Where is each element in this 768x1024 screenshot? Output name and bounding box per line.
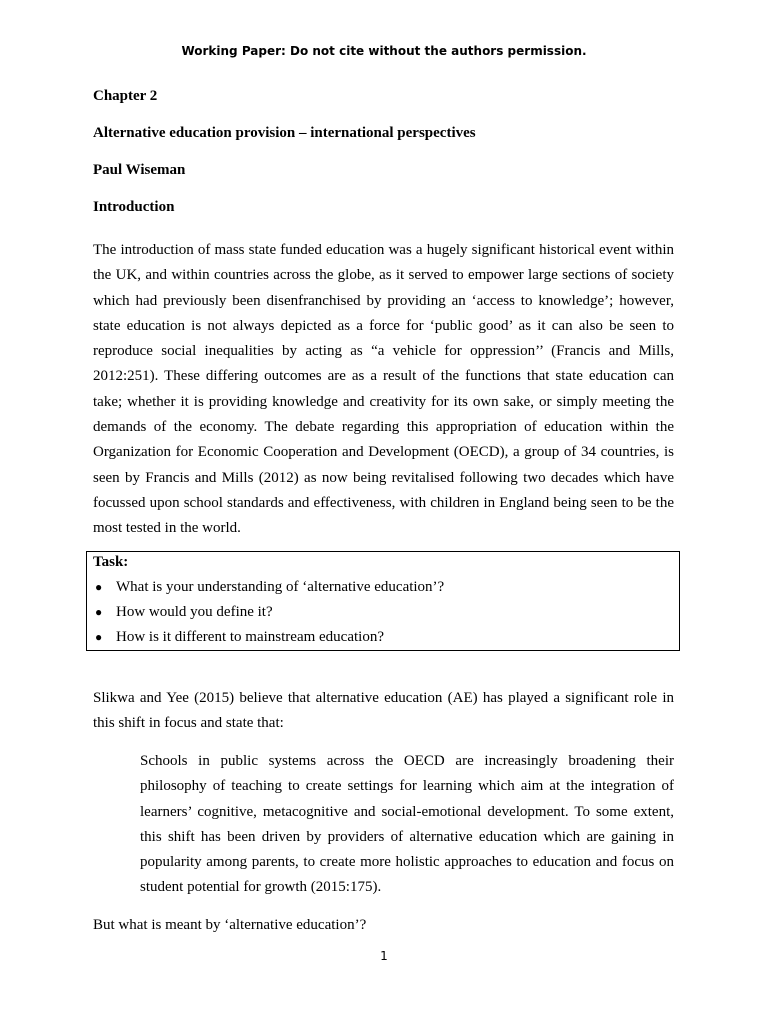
task-list (93, 575, 679, 650)
page-number: 1 (380, 949, 388, 963)
task-item-text: What is your understanding of ‘alternative education’? (116, 579, 445, 595)
intro-paragraph: The introduction of mass state funded education was a hugely significant historical event within the UK, and within countries across the globe, as it served to empower large sections of society which had previously been disenfranchised by providing an ‘access to knowledge’; however, state education is not always depicted as a force for ‘public good’ as it can also be seen to reproduce social inequalities by acting as “a vehicle for oppression’’ (Francis and Mills, 2012:251). These differing outcomes are as a result of the functions that state education can take; whether it is providing knowledge and creativity for its own sake, or simply meeting the demands of the economy. The debate regarding this appropriation of education within the Organization for Economic Cooperation and Development (OECD), a group of 34 countries, is seen by Francis and Mills (2012) as now being revitalised following two decades which have focussed upon school standards and effectiveness, with children in England being seen to be the most tested in the world. (93, 242, 674, 537)
task-item (93, 575, 679, 600)
task-title: Task: (93, 554, 129, 570)
bullet-icon: ● (95, 580, 103, 594)
document-title: Alternative education provision – international perspectives (93, 125, 476, 141)
author-name: Paul Wiseman (93, 162, 186, 178)
task-box (86, 551, 680, 651)
bullet-icon: ● (95, 630, 103, 644)
paragraph-3: But what is meant by ‘alternative education’? (93, 917, 367, 933)
block-quote: Schools in public systems across the OECD are increasingly broadening their philosophy of teaching to create settings for learning which aim at the integration of learners’ cognitive, metacognitive and social-emotional development. To some extent, this shift has been driven by providers of alternative education which are gaining in popularity among parents, to create more holistic approaches to education and focus on student potential for growth (2015:175). (140, 753, 674, 896)
document-body (93, 86, 674, 542)
bullet-icon: ● (95, 605, 103, 619)
paragraph-2: Slikwa and Yee (2015) believe that alternative education (AE) has played a significant role in this shift in focus and state that: (93, 690, 674, 732)
running-header: Working Paper: Do not cite without the authors permission. (181, 44, 587, 58)
task-item (93, 625, 679, 650)
task-item (93, 600, 679, 625)
section-heading: Introduction (93, 199, 175, 215)
task-item-text: How would you define it? (116, 604, 273, 620)
chapter-label: Chapter 2 (93, 88, 158, 104)
task-item-text: How is it different to mainstream education? (116, 629, 384, 645)
